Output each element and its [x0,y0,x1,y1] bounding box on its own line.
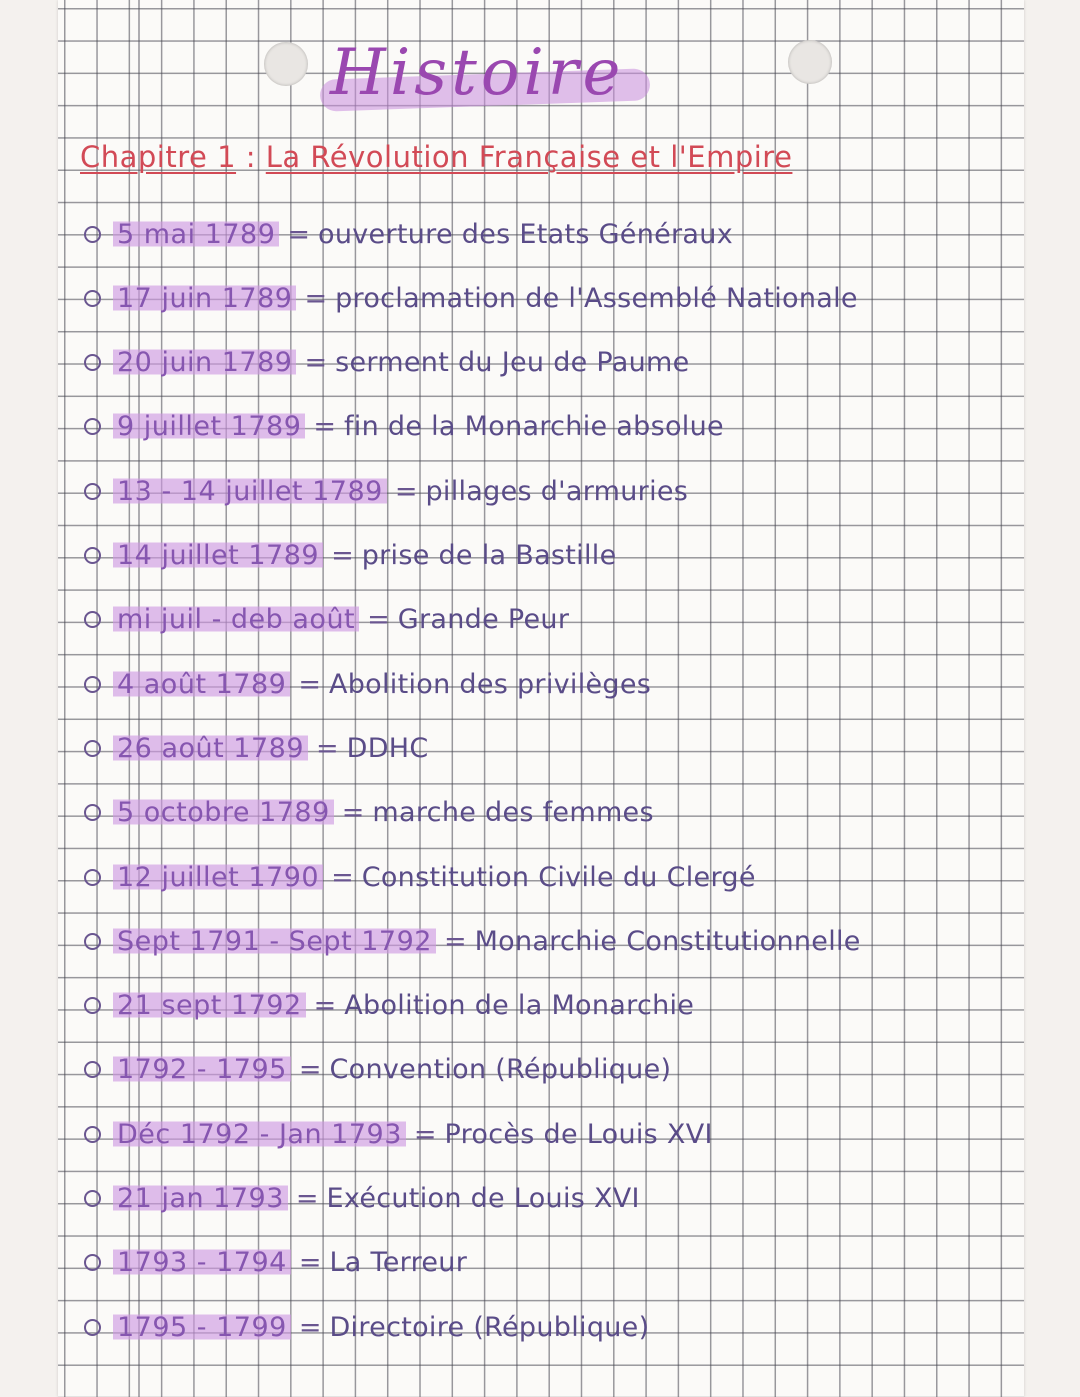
bullet-icon [84,418,101,435]
entry-date: 1793 - 1794 [113,1247,291,1278]
bullet-icon [84,1061,101,1078]
entry-event: proclamation de l'Assemblé Nationale [335,282,858,314]
timeline-entry [84,1307,649,1347]
title-text: Histoire [330,36,625,110]
entry-date: Sept 1791 - Sept 1792 [113,926,436,957]
entry-event: Abolition de la Monarchie [344,990,695,1022]
entry-date: Déc 1792 - Jan 1793 [113,1119,406,1150]
timeline-entry [84,343,690,383]
bullet-icon [84,1319,101,1336]
bullet-icon [84,290,101,307]
entry-event: Procès de Louis XVI [444,1118,713,1150]
entry-event: Directoire (République) [329,1311,650,1343]
punch-hole-right [788,40,832,84]
bullet-icon [84,804,101,821]
entry-separator: = [298,1247,322,1279]
entry-separator: = [331,861,354,893]
timeline-entry [84,600,569,640]
timeline-entry [84,278,858,318]
entry-separator: = [298,668,321,700]
entry-event: Convention (République) [329,1054,672,1086]
entry-event: Constitution Civile du Clergé [361,861,756,893]
entry-separator: = [298,1054,322,1086]
timeline-entry [84,921,861,961]
bullet-icon [84,226,101,243]
bullet-icon [84,676,101,693]
timeline-entry [84,986,694,1026]
entry-event: prise de la Bastille [361,540,617,571]
entry-separator: = [413,1118,437,1150]
entry-separator: = [443,925,467,957]
entry-event: Grande Peur [397,604,570,636]
entry-date: 20 juin 1789 [113,347,296,378]
bullet-icon [84,611,101,628]
bullet-icon [84,354,101,371]
bullet-icon [84,1126,101,1143]
entry-event: Exécution de Louis XVI [326,1183,640,1214]
entry-separator: = [394,475,418,507]
entry-date: 1795 - 1799 [113,1312,291,1343]
entry-event: pillages d'armuries [425,475,689,507]
entry-date: 4 août 1789 [113,669,290,700]
entry-date: 21 jan 1793 [113,1183,288,1214]
bullet-icon [84,740,101,757]
entry-date: 26 août 1789 [113,733,308,764]
bullet-icon [84,933,101,950]
entry-event: ouverture des Etats Généraux [318,218,733,250]
bullet-icon [84,483,101,500]
entry-separator: = [367,604,390,636]
bullet-icon [84,547,101,564]
entry-separator: = [287,218,311,250]
timeline-entry [84,728,429,768]
timeline-entry [84,536,617,576]
chapter-heading [80,140,792,174]
entry-separator: = [304,347,328,379]
entry-event: Abolition des privilèges [328,668,652,700]
bullet-icon [84,1254,101,1271]
chapter-label: Chapitre 1 [80,140,237,174]
timeline-entry [84,214,733,254]
entry-event: Monarchie Constitutionnelle [474,925,861,957]
entry-separator: = [316,732,339,764]
timeline-entry [84,857,756,897]
bullet-icon [84,997,101,1014]
timeline-entry [84,1179,640,1219]
entry-date: 17 juin 1789 [113,283,296,314]
entry-date: 5 mai 1789 [113,219,279,250]
entry-date: 9 juillet 1789 [113,411,305,442]
entry-date: 5 octobre 1789 [113,797,334,828]
timeline-entry [84,793,654,833]
entry-separator: = [298,1311,322,1343]
timeline-entry [84,1050,671,1090]
entry-separator: = [304,282,328,314]
entry-separator: = [313,990,337,1022]
entry-event: La Terreur [329,1247,468,1279]
page-title [300,28,680,118]
entry-separator: = [331,540,354,571]
entry-event: marche des femmes [372,797,654,829]
timeline-entry [84,664,651,704]
entry-date: 14 juillet 1789 [113,540,323,571]
entry-date: 1792 - 1795 [113,1054,291,1085]
entry-separator: = [341,797,365,829]
entry-event: serment du Jeu de Paume [335,347,690,379]
chapter-title: La Révolution Française et l'Empire [265,140,793,174]
bullet-icon [84,1190,101,1207]
entry-date: 21 sept 1792 [113,990,306,1021]
entry-event: DDHC [346,732,429,764]
entry-date: mi juil - deb août [113,604,359,635]
entry-date: 12 juillet 1790 [113,862,323,893]
timeline-entry [84,407,724,447]
timeline-entry [84,1243,467,1283]
entry-date: 13 - 14 juillet 1789 [113,476,387,507]
entry-event: fin de la Monarchie absolue [344,411,724,443]
bullet-icon [84,869,101,886]
entry-separator: = [295,1183,319,1214]
timeline-entry [84,1114,713,1154]
chapter-separator: : [245,140,257,174]
timeline-entry [84,471,688,511]
entry-separator: = [313,411,336,443]
